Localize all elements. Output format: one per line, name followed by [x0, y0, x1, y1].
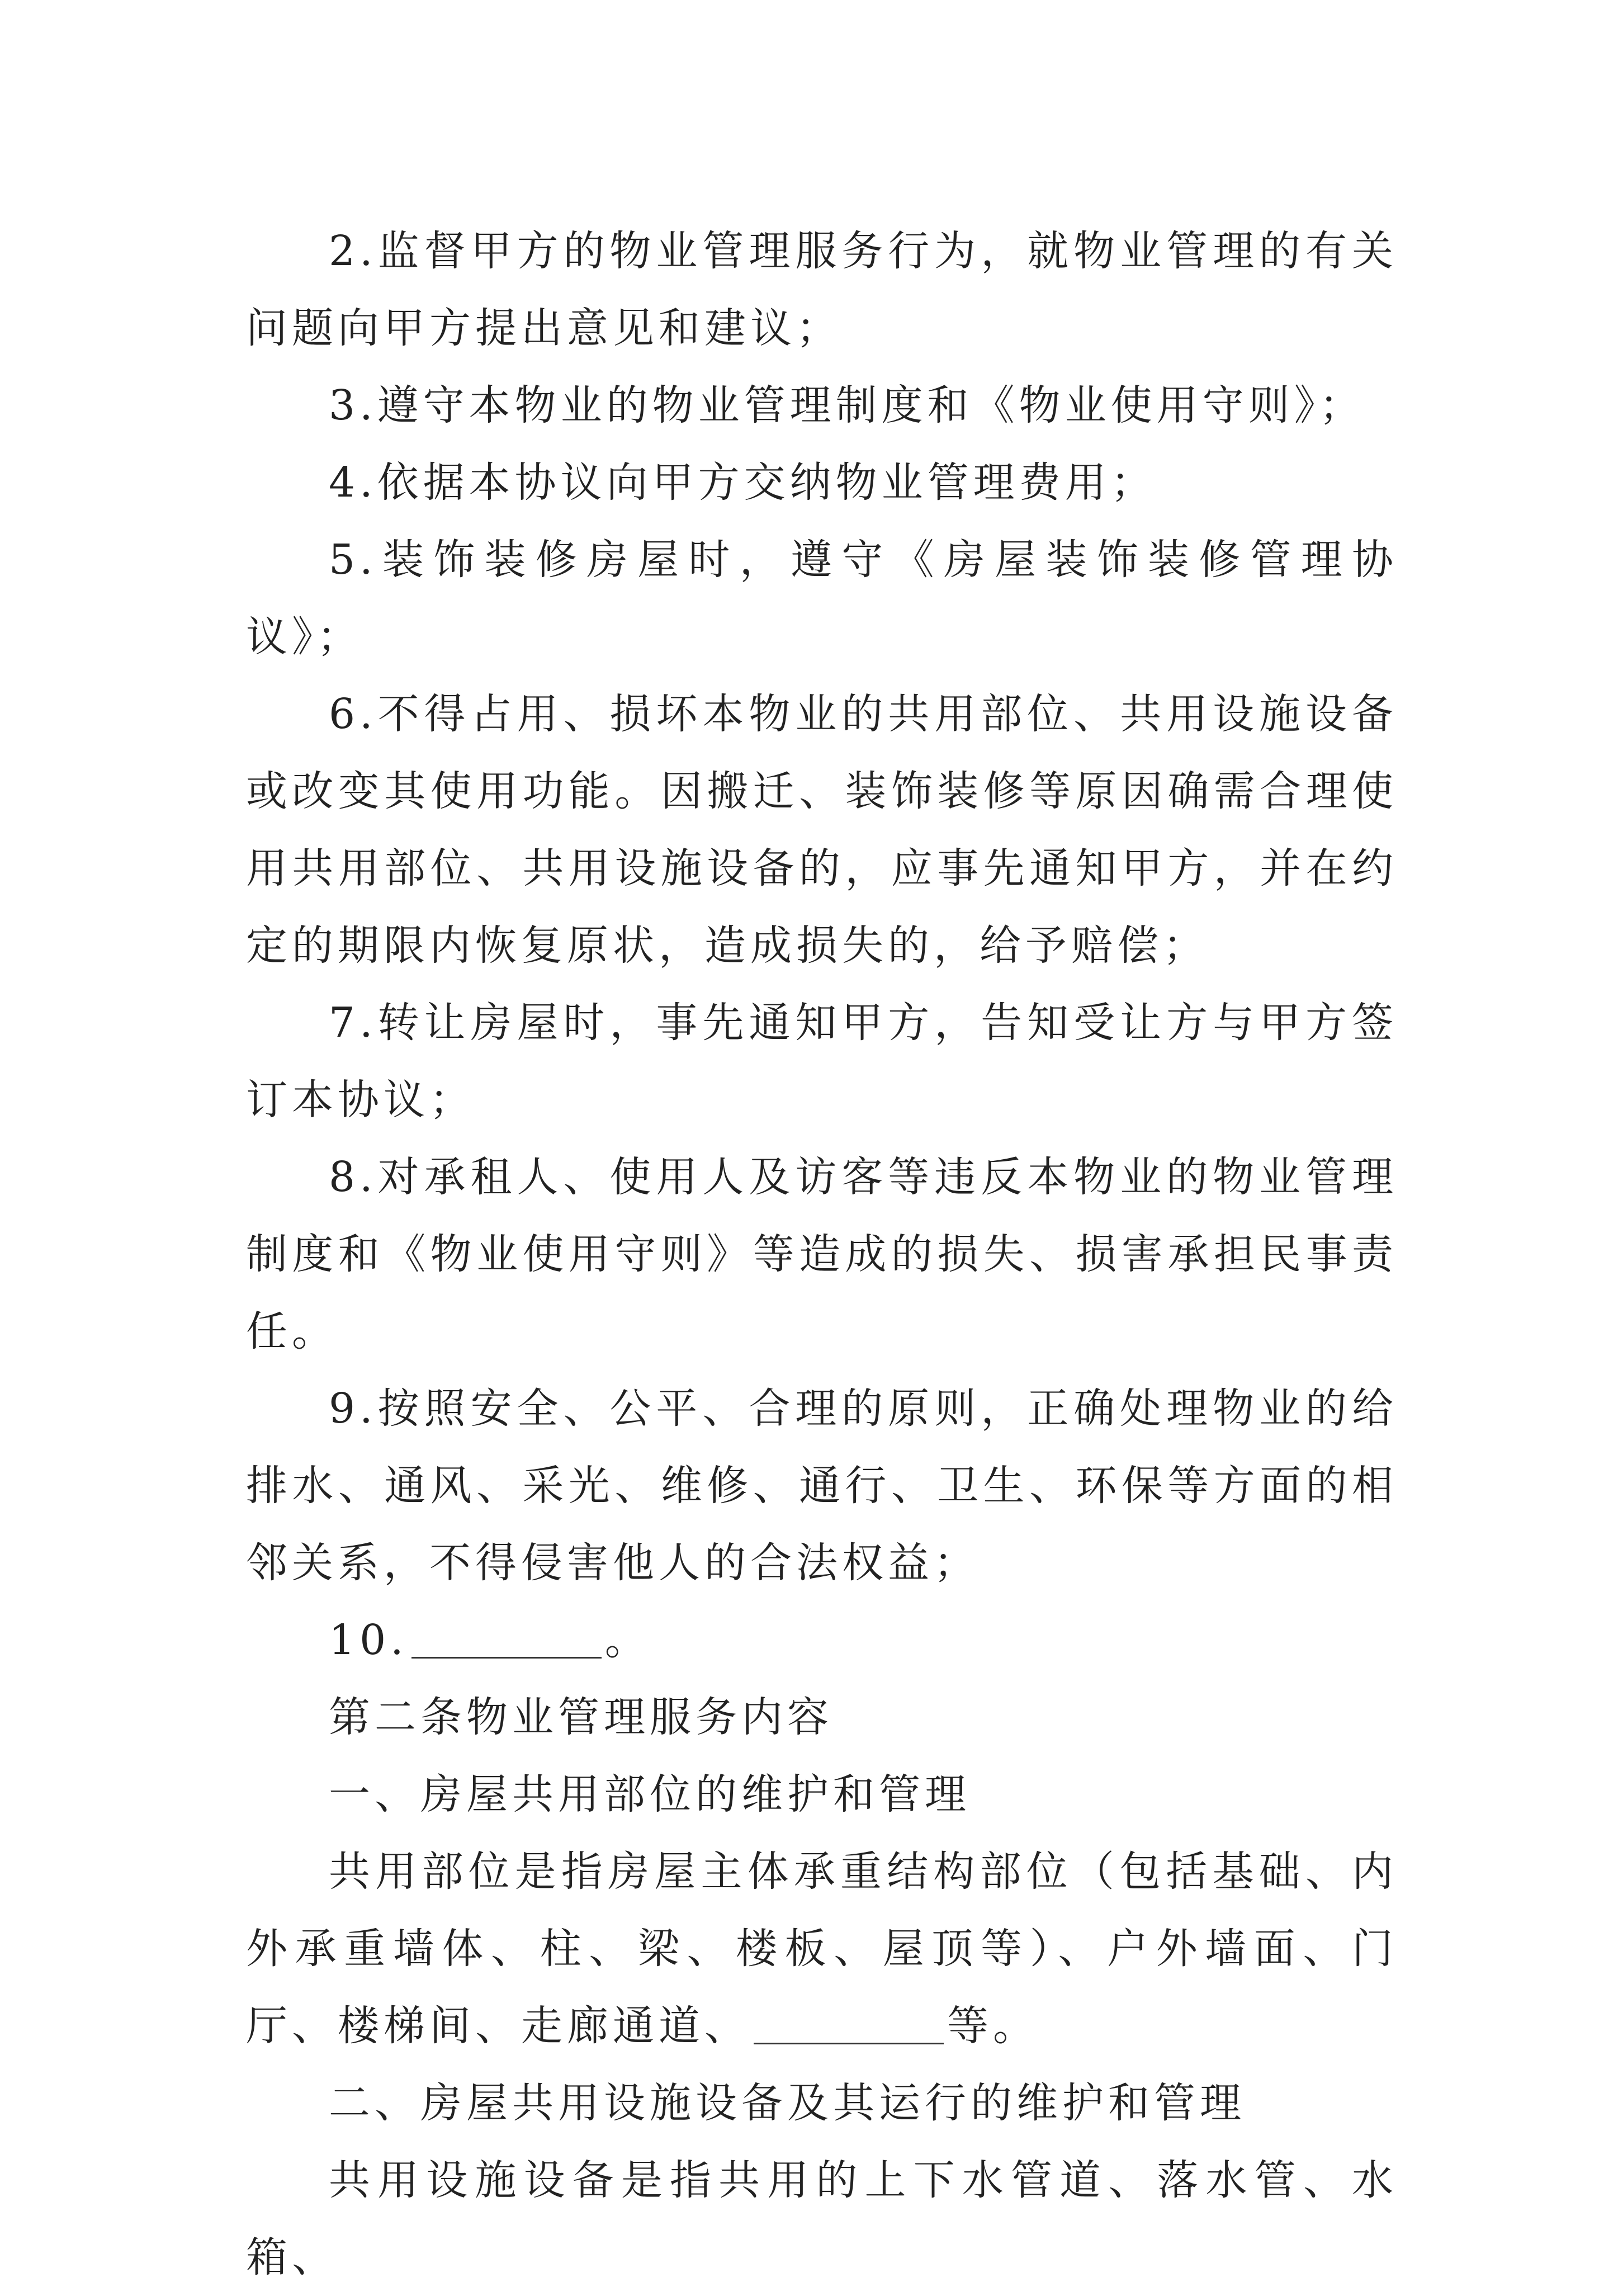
fill-in-blank-line	[411, 1615, 602, 1659]
paragraph-item-7: 7.转让房屋时，事先通知甲方，告知受让方与甲方签订本协议；	[246, 999, 1398, 1124]
paragraph-item-6: 6.不得占用、损坏本物业的共用部位、共用设施设备或改变其使用功能。因搬迁、装饰装修等原因确需合理使用共用部位、共用设施设备的，应事先通知甲方，并在约定的期限内恢复原状，造成损失的，给予赔偿；	[246, 690, 1398, 970]
paragraph-item-2: 2.监督甲方的物业管理服务行为，就物业管理的有关问题向甲方提出意见和建议；	[246, 227, 1398, 352]
section-heading-1: 一、房屋共用部位的维护和管理	[329, 1770, 971, 1818]
paragraph-item-3: 3.遵守本物业的物业管理制度和《物业使用守则》；	[329, 381, 1365, 429]
section-2-paragraph: 共用设施设备是指共用的上下水管道、落水管、水箱、	[246, 2156, 1398, 2281]
fill-in-blank-line	[754, 2001, 944, 2044]
paragraph-item-9: 9.按照安全、公平、合理的原则，正确处理物业的给排水、通风、采光、维修、通行、卫生、环保等方面的相邻关系，不得侵害他人的合法权益；	[246, 1385, 1398, 1587]
section-1-text-end: 等。	[947, 2002, 1039, 2050]
section-1-paragraph	[246, 1833, 1398, 2064]
article-heading: 第二条物业管理服务内容	[329, 1693, 833, 1741]
section-1-text: 共用部位是指房屋主体承重结构部位（包括基础、内外承重墙体、柱、梁、楼板、屋顶等）、户外墙面、门厅、楼梯间、走廊通道、	[246, 1848, 1398, 2050]
paragraph-item-10-number: 10.	[329, 1616, 408, 1664]
paragraph-item-8: 8.对承租人、使用人及访客等违反本物业的物业管理制度和《物业使用守则》等造成的损失、损害承担民事责任。	[246, 1153, 1398, 1355]
paragraph-item-10	[246, 1601, 1398, 1679]
document-body	[246, 212, 1398, 2296]
paragraph-item-10-end: 。	[604, 1616, 651, 1664]
paragraph-item-5: 5.装饰装修房屋时，遵守《房屋装饰装修管理协议》；	[246, 536, 1398, 661]
section-heading-2: 二、房屋共用设施设备及其运行的维护和管理	[329, 2079, 1246, 2127]
paragraph-item-4: 4.依据本协议向甲方交纳物业管理费用；	[329, 459, 1157, 507]
